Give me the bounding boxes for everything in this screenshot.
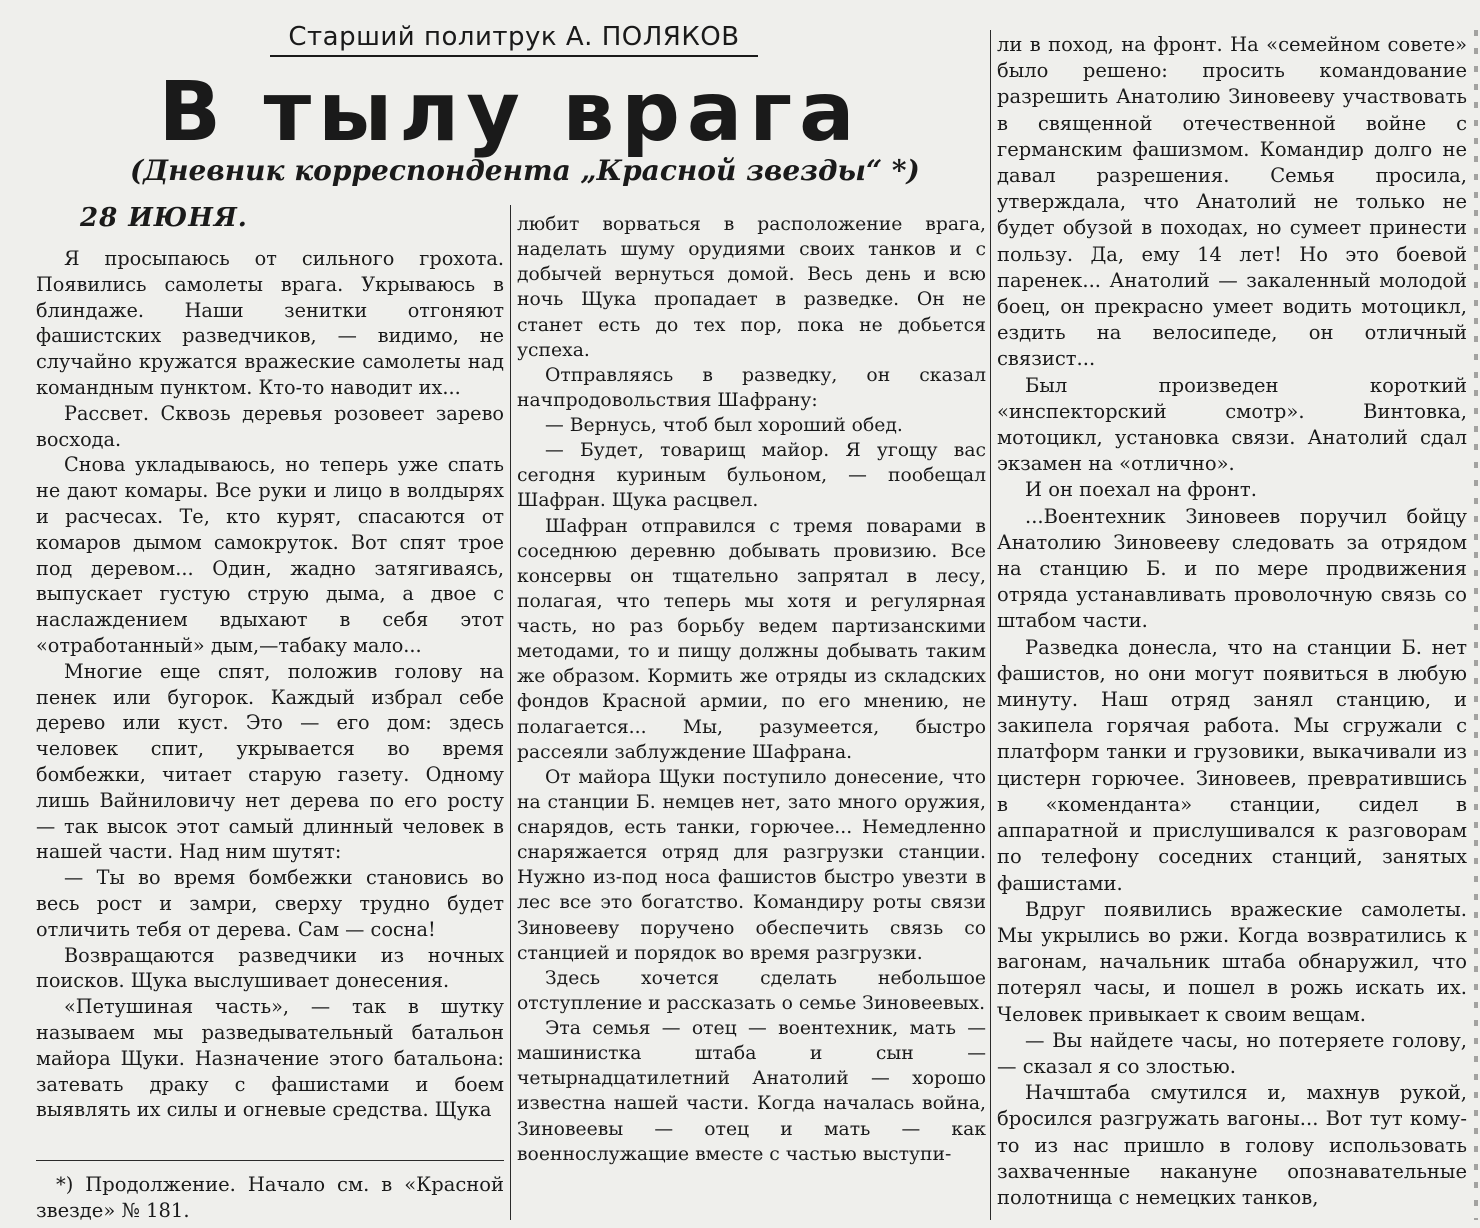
paragraph: Отправляясь в разведку, он сказал начпродовольствия Шафрану:: [517, 364, 986, 411]
paragraph: Шафран отправился с тремя поварами в соседнюю деревню добывать провизию. Все консервы он тщательно запрятал в лесу, полагая, что теперь мы хотя и регулярная часть, но раз борьбу ведем партизанскими методами, то и пищу должны добывать таким же образом. Кормить же отряды из складских фондов Красной армии, по его мнению, не полагается... Мы, разумеется, быстро рассеяли заблуждение Шафрана.: [517, 515, 986, 763]
paragraph: И он поехал на фронт.: [1025, 478, 1257, 502]
article-byline: Старший политрук А. ПОЛЯКОВ: [270, 22, 758, 57]
diary-date-heading: 28 ИЮНЯ.: [80, 203, 248, 233]
paragraph: — Вы найдете часы, но потеряете голову, — сказал я со злостью.: [997, 1028, 1467, 1078]
paragraph: — Ты во время бомбежки становись во весь рост и замри, сверху трудно будет отличить тебя от дерева. Сам — сосна!: [36, 866, 504, 941]
paragraph: Разведка донесла, что на станции Б. нет фашистов, но они могут появиться в любую минуту. Наш отряд занял станцию, и закипела горячая работа. Мы сгружали с платформ танки и грузовики, выкачивали из цистерн горючее. Зиновеев, превратившись в «коменданта» станции, сидел в аппаратной и прислушивался к разговорам по телефону соседних станций, занятых фашистами.: [997, 635, 1467, 895]
footnote: [36, 1172, 504, 1224]
paragraph: Здесь хочется сделать небольшое отступление и рассказать о семье Зиновеевых.: [517, 967, 986, 1014]
text-column-1: [36, 246, 504, 1123]
column-divider: [510, 205, 511, 1220]
paragraph: ли в поход, на фронт. На «семейном совете» было решено: просить командование разрешить Анатолию Зиновееву участвовать в священной отечественной войне с германским фашизмом. Командир долго не давал разрешения. Семья просила, утверждала, что Анатолий не только не будет обузой в походах, но сумеет принести пользу. Да, ему 14 лет! Но это боевой паренек... Анатолий — закаленный молодой боец, он прекрасно умеет водить мотоцикл, ездить на велосипеде, он отличный связист...: [997, 33, 1467, 371]
text-column-2: [517, 212, 986, 1167]
paragraph: Вдруг появились вражеские самолеты. Мы укрылись во ржи. Когда возвратились к вагонам, начальник штаба обнаружил, что потерял часы, и пошел в рожь искать их. Человек привыкает к своим вещам.: [997, 897, 1467, 1026]
paragraph: — Вернусь, чтоб был хороший обед.: [545, 415, 903, 436]
paragraph: «Петушиная часть», — так в шутку называем мы разведывательный батальон майора Щуки. Назначение этого батальона: затевать драку с фашистами и боем выявлять их силы и огневые средства. Щука: [36, 995, 504, 1122]
paragraph: Был произведен короткий «инспекторский смотр». Винтовка, мотоцикл, установка связи. Анатолий сдал экзамен на «отлично».: [997, 373, 1467, 476]
footnote-separator: [36, 1160, 504, 1161]
paragraph: Я просыпаюсь от сильного грохота. Появились самолеты врага. Укрываюсь в блиндаже. Наши зенитки отгоняют фашистских разведчиков, — видимо, не случайно кружатся вражеские самолеты над командным пунктом. Кто-то наводит их...: [36, 247, 504, 399]
paragraph: любит ворваться в расположение врага, наделать шуму орудиями своих танков и с добычей вернуться домой. Весь день и всю ночь Щука пропадает в разведке. Он не станет есть до тех пор, пока не добьется успеха.: [517, 214, 986, 361]
paragraph: Многие еще спят, положив голову на пенек или бугорок. Каждый избрал себе дерево или куст. Это — его дом: здесь человек спит, укрывается во время бомбежки, читает старую газету. Одному лишь Вайниловичу нет дерева по его росту — так высок этот самый длинный человек в нашей части. Над ним шутят:: [36, 659, 504, 864]
paragraph: Рассвет. Сквозь деревья розовеет зарево восхода.: [36, 401, 504, 451]
paragraph: Эта семья — отец — воентехник, мать — машинистка штаба и сын — четырнадцатилетний Анатолий — хорошо известна нашей части. Когда началась война, Зиновеевы — отец и мать — как военнослужащие вместе с частью выступи-: [517, 1018, 986, 1165]
column-divider: [990, 30, 991, 1220]
paragraph: Снова укладываюсь, но теперь уже спать не дают комары. Все руки и лицо в волдырях и расчесах. Те, кто курят, спасаются от комаров дымом самокруток. Вот спят трое под деревом... Один, жадно затягиваясь, выпускает густую струю дыма, а двое с наслаждением вдыхают в себя этот «отработанный» дым,—табаку мало...: [36, 453, 504, 657]
text-column-3: [997, 32, 1467, 1211]
paragraph: — Будет, товарищ майор. Я угощу вас сегодня куриным бульоном, — пообещал Шафран. Щука расцвел.: [517, 440, 986, 512]
paragraph: Начштаба смутился и, махнув рукой, бросился разгружать вагоны... Вот тут кому-то из нас пришло в голову использовать захваченные накануне опознавательные полотнища с немецких танков,: [997, 1081, 1467, 1209]
footnote-text: *) Продолжение. Начало см. в «Красной звезде» № 181.: [36, 1173, 504, 1222]
paragraph: От майора Щуки поступило донесение, что на станции Б. немцев нет, зато много оружия, снарядов, есть танки, горючее... Немедленно снаряжается отряд для разгрузки станции. Нужно из-под носа фашистов быстро увезти в лес все это богатство. Командиру роты связи Зиновееву поручено обеспечить связь со станцией и порядок во время разгрузки.: [517, 766, 986, 964]
paragraph: Возвращаются разведчики из ночных поисков. Щука выслушивает донесения.: [36, 943, 504, 993]
article-headline: В тылу врага: [158, 65, 862, 160]
paragraph: ...Воентехник Зиновеев поручил бойцу Анатолию Зиновееву следовать за отрядом на станцию Б. и по мере продвижения отряда устанавливать проволочную связь со штабом части.: [997, 504, 1467, 633]
page-edge-marks: [1474, 30, 1478, 1220]
article-subhead: (Дневник корреспондента „Красной звезды“ *): [130, 154, 920, 187]
